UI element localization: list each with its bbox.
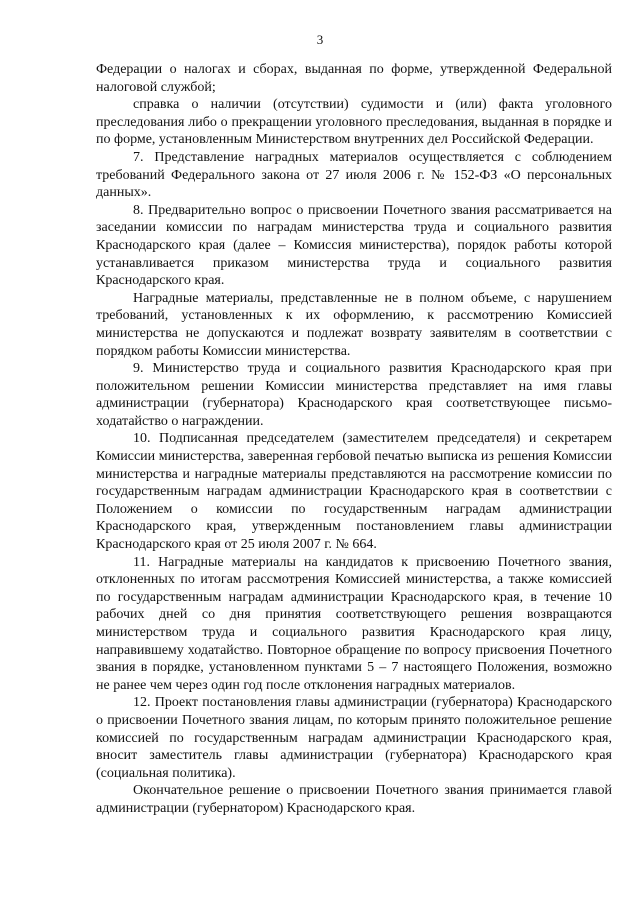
paragraph-final-decision: Окончательное решение о присвоении Почетного звания принимается главой администрации (губернатором) Краснодарского края. bbox=[96, 783, 612, 816]
paragraph-8: 8. Предварительно вопрос о присвоении Почетного звания рассматривается на заседании комиссии по наградам министерства труда и социального развития Краснодарского края (далее – Комиссия министерства), порядок работы которой устанавливается приказом министерства труда и социального развития Краснодарского края. bbox=[96, 202, 612, 289]
paragraph-criminal-record-certificate: справка о наличии (отсутствии) судимости и (или) факта уголовного преследования либо о прекращении уголовного преследования, выданная в порядке и по форме, установленным Министерством внутренних дел Российской Федерации. bbox=[96, 97, 612, 148]
paragraph-9: 9. Министерство труда и социального развития Краснодарского края при положительном решении Комиссии министерства представляет на имя главы администрации (губернатора) Краснодарского края соответствующее письмо-ходатайство о награждении. bbox=[96, 361, 612, 429]
paragraph-12: 12. Проект постановления главы администрации (губернатора) Краснодарского о присвоении Почетного звания лицам, по которым принято положительное решение комиссией по государственным наградам администрации Краснодарского края, вносит заместитель главы администрации (губернатора) Краснодарского края (социальная политика). bbox=[96, 695, 612, 781]
page-number: 3 bbox=[316, 32, 324, 47]
paragraph-11: 11. Наградные материалы на кандидатов к присвоению Почетного звания, отклоненных по итогам рассмотрения Комиссией министерства, а также комиссией по государственным наградам администрации Краснодарского края, в течение 10 рабочих дней со дня принятия соответствующего решения возвращаются министерством труда и социального развития Краснодарского края лицу, направившему ходатайство. Повторное обращение по вопросу присвоения Почетного звания в порядке, установленном пунктами 5 – 7 настоящего Положения, возможно не ранее чем через один год после отклонения наградных материалов. bbox=[96, 554, 612, 693]
paragraph-10: 10. Подписанная председателем (заместителем председателя) и секретарем Комиссии министерства, заверенная гербовой печатью выписка из решения Комиссии министерства и наградные материалы представляются на рассмотрение комиссии по государственным наградам администрации Краснодарского края в соответствии с Положением о комиссии по государственным наградам администрации Краснодарского края, утвержденным постановлением главы администрации Краснодарского края от 25 июля 2007 г. № 664. bbox=[96, 431, 612, 553]
paragraph-7: 7. Представление наградных материалов осуществляется с соблюдением требований Федерального закона от 27 июля 2006 г. № 152-ФЗ «О персональных данных». bbox=[96, 149, 612, 201]
paragraph-8-incomplete-materials: Наградные материалы, представленные не в полном объеме, с нарушением требований, установленных к их оформлению, к рассмотрению Комиссией министерства не допускаются и подлежат возврату заявителям в соответствии с порядком работы Комиссии министерства. bbox=[96, 290, 612, 359]
body-text bbox=[96, 61, 612, 818]
paragraph-continuation: Федерации о налогах и сборах, выданная по форме, утвержденной Федеральной налоговой службой; bbox=[96, 62, 612, 95]
